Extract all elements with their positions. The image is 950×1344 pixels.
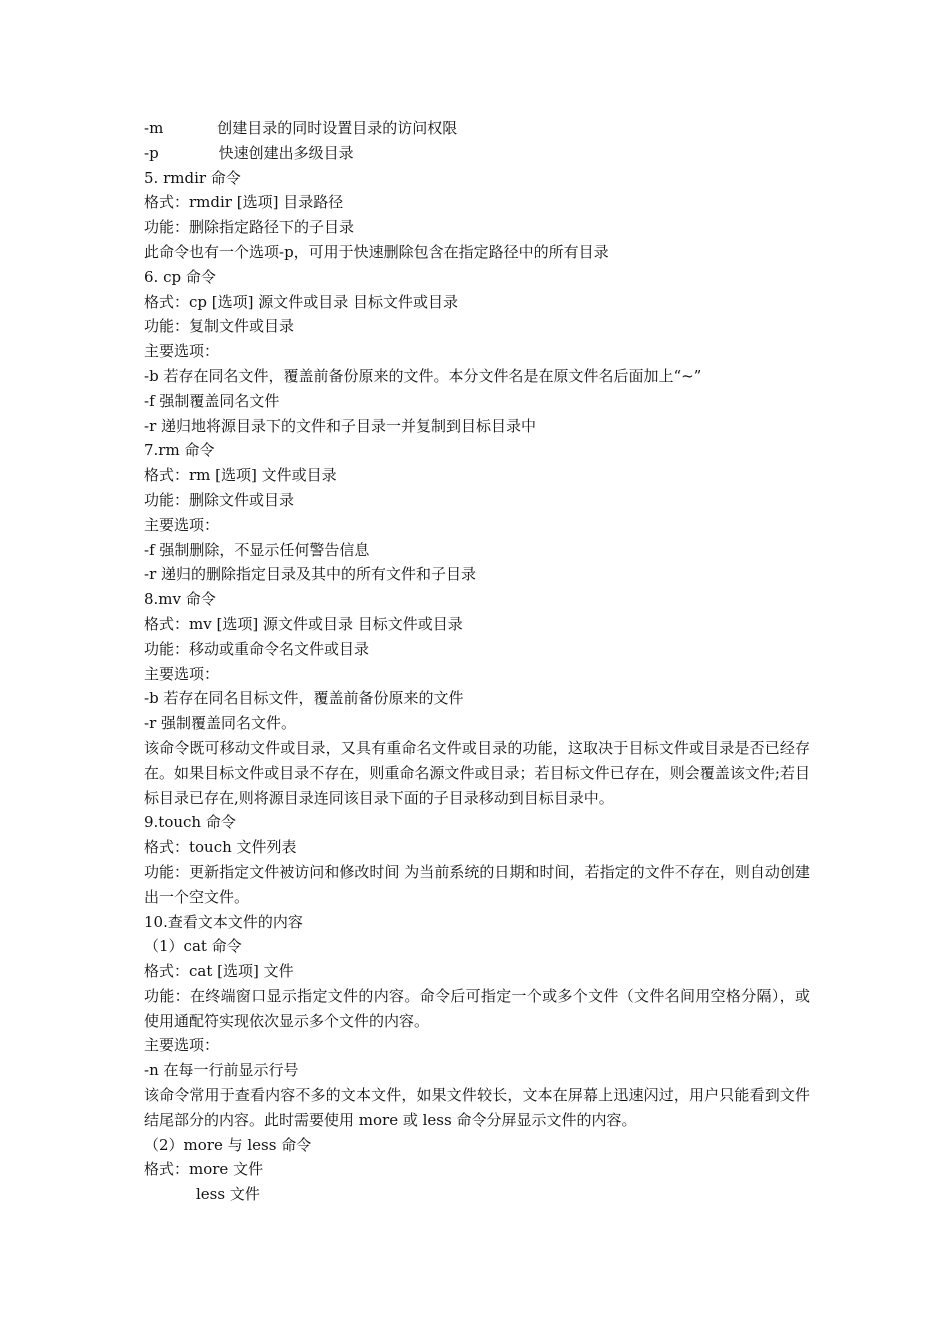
section-heading-view-text: 10.查看文本文件的内容 bbox=[144, 912, 303, 931]
touch-format-line: 格式：touch 文件列表 bbox=[144, 838, 297, 857]
subsection-heading-cat: （1）cat 命令 bbox=[144, 937, 242, 956]
rmdir-note-line: 此命令也有一个选项-p，可用于快速删除包含在指定路径中的所有目录 bbox=[144, 242, 609, 261]
mv-option-r: -r 强制覆盖同名文件。 bbox=[144, 714, 297, 733]
section-heading-mv: 8.mv 命令 bbox=[144, 590, 216, 609]
option-key: -m bbox=[144, 119, 164, 137]
mv-function-line: 功能：移动或重命令名文件或目录 bbox=[144, 639, 370, 658]
mv-options-heading: 主要选项： bbox=[144, 664, 220, 683]
section-heading-rmdir: 5. rmdir 命令 bbox=[144, 168, 241, 187]
less-format-line: less 文件 bbox=[196, 1185, 260, 1204]
mv-note-paragraph: 该命令既可移动文件或目录，又具有重命名文件或目录的功能，这取决于目标文件或目录是否已经存在。如果目标文件或目录不存在，则重命名源文件或目录；若目标文件已存在，则会覆盖该文件;若目标目录已存在,则将源目录连同该目录下面的子目录移动到目标目录中。 bbox=[144, 738, 810, 807]
rmdir-function-line: 功能：删除指定路径下的子目录 bbox=[144, 218, 355, 237]
mv-format-line: 格式：mv [选项] 源文件或目录 目标文件或目录 bbox=[144, 614, 463, 633]
option-description: 快速创建出多级目录 bbox=[218, 143, 354, 162]
cat-option-n: -n 在每一行前显示行号 bbox=[144, 1061, 299, 1080]
section-heading-cp: 6. cp 命令 bbox=[144, 267, 216, 286]
document-page bbox=[144, 116, 810, 1207]
section-heading-touch: 9.touch 命令 bbox=[144, 813, 236, 832]
option-key: -p bbox=[144, 143, 159, 162]
cp-function-line: 功能：复制文件或目录 bbox=[144, 317, 295, 336]
cp-format-line: 格式：cp [选项] 源文件或目录 目标文件或目录 bbox=[144, 292, 459, 311]
rm-format-line: 格式：rm [选项] 文件或目录 bbox=[144, 466, 337, 485]
rm-option-f: -f 强制删除，不显示任何警告信息 bbox=[144, 540, 370, 559]
more-format-line: 格式：more 文件 bbox=[144, 1160, 264, 1179]
section-heading-rm: 7.rm 命令 bbox=[144, 441, 215, 460]
cp-option-f: -f 强制覆盖同名文件 bbox=[144, 391, 280, 410]
touch-function-paragraph: 功能：更新指定文件被访问和修改时间 为当前系统的日期和时间，若指定的文件不存在，则自动创建出一个空文件。 bbox=[144, 862, 810, 906]
option-m-line bbox=[144, 116, 810, 141]
rmdir-format-line: 格式：rmdir [选项] 目录路径 bbox=[144, 193, 344, 212]
option-description: 创建目录的同时设置目录的访问权限 bbox=[217, 119, 458, 137]
cat-options-heading: 主要选项： bbox=[144, 1036, 220, 1055]
cat-note-paragraph: 该命令常用于查看内容不多的文本文件，如果文件较长，文本在屏幕上迅速闪过，用户只能看到文件结尾部分的内容。此时需要使用 more 或 less 命令分屏显示文件的内容。 bbox=[144, 1086, 810, 1129]
cat-format-line: 格式：cat [选项] 文件 bbox=[144, 962, 294, 981]
cp-option-b: -b 若存在同名文件，覆盖前备份原来的文件。本分文件名是在原文件名后面加上“~” bbox=[144, 366, 702, 385]
rm-option-r: -r 递归的删除指定目录及其中的所有文件和子目录 bbox=[144, 565, 477, 584]
mv-option-b: -b 若存在同名目标文件，覆盖前备份原来的文件 bbox=[144, 689, 464, 708]
cp-option-r: -r 递归地将源目录下的文件和子目录一并复制到目标目录中 bbox=[144, 416, 537, 435]
rm-options-heading: 主要选项： bbox=[144, 515, 220, 534]
option-p-line bbox=[144, 141, 810, 166]
cat-function-paragraph: 功能：在终端窗口显示指定文件的内容。命令后可指定一个或多个文件（文件名间用空格分隔），或使用通配符实现依次显示多个文件的内容。 bbox=[144, 986, 810, 1030]
rm-function-line: 功能：删除文件或目录 bbox=[144, 490, 295, 509]
cp-options-heading: 主要选项： bbox=[144, 342, 220, 361]
subsection-heading-more-less: （2）more 与 less 命令 bbox=[144, 1135, 312, 1154]
